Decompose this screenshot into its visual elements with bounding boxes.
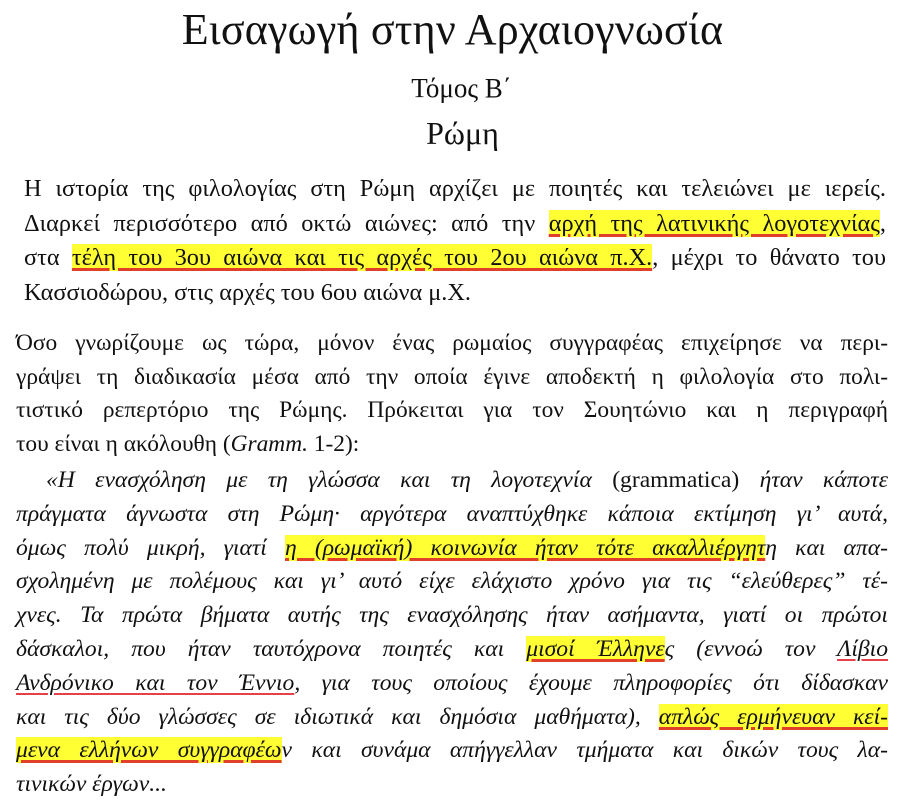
book-title: Εισαγωγή στην Αρχαιογνωσία [181, 5, 724, 54]
highlight-annotation[interactable]: τέλη του 3ου αιώνα και τις αρχές του 2ου αιώνα π.Χ. [71, 244, 653, 271]
suetonius-paragraph [16, 327, 888, 461]
text-line: τινικών έργων... [16, 771, 167, 798]
latin-term: (grammatica) [612, 467, 740, 493]
text-line: πράγματα άγνωστα στη Ρώμη· αργότερα αναπτύχθηκε κάποια εκτίμηση γι’ αυτά, [16, 500, 888, 527]
underline-annotation[interactable]: Ανδρόνικο και τον Έννιο [16, 669, 295, 696]
highlight-annotation[interactable]: απλώς ερμήνευαν κεί- [658, 703, 888, 730]
text-line: χνες. Τα πρώτα βήματα αυτής της ενασχόλησης ήταν ασήμαντα, γιατί οι πρώτοι [16, 602, 888, 629]
intro-paragraph [24, 172, 886, 310]
text-line: Διαρκεί περισσότερο από οκτώ αιώνες: από την αρχή της λατινικής λογοτεχνίας, [24, 209, 886, 237]
highlight-annotation[interactable]: αρχή της λατινικής λογοτεχνίας [548, 209, 880, 237]
text-line: Η ιστορία της φιλολογίας στη Ρώμη αρχίζει με ποιητές και τελειώνει με ιερείς. [24, 175, 886, 202]
text-line: σχολημένη με πολέμους και γι’ αυτό είχε ελάχιστο χρόνο για τις “ελεύθερες” τέ- [16, 568, 888, 595]
highlight-annotation[interactable]: μισοί Έλληνε [526, 635, 665, 662]
section-heading: Ρώμη [426, 115, 499, 151]
highlight-annotation[interactable]: μενα ελλήνων συγγραφέω [16, 737, 282, 764]
citation-reference: Gramm. [230, 430, 308, 457]
text-line: στα τέλη του 3ου αιώνα και τις αρχές του 2ου αιώνα π.Χ., μέχρι το θάνατο του [24, 244, 886, 271]
text-line: και τις δύο γλώσσες σε ιδιωτικά και δημόσια μαθήματα), απλώς ερμήνευαν κεί- [16, 703, 888, 730]
text-line: δάσκαλοι, που ήταν ταυτόχρονα ποιητές και μισοί Έλληνες (εννοώ τον Λίβιο [16, 635, 888, 662]
text-line: Όσο γνωρίζουμε ως τώρα, μόνον ένας ρωμαίος συγγραφέας επιχείρησε να περι- [16, 330, 888, 356]
text-line: «Η ενασχόληση με τη γλώσσα και τη λογοτεχνία (grammatica) ήταν κάποτε [46, 467, 888, 493]
text-line: Ανδρόνικο και τον Έννιο, για τους οποίους έχουμε πληροφορίες ότι δίδασκαν [16, 669, 888, 696]
text-line: όμως πολύ μικρή, γιατί η (ρωμαϊκή) κοινωνία ήταν τότε ακαλλιέργητη και απα- [16, 534, 888, 561]
text-line: του είναι η ακόλουθη (Gramm. 1-2): [16, 430, 360, 457]
quotation-block [16, 464, 888, 802]
text-line: τιστικό ρεπερτόριο της Ρώμης. Πρόκειται για τον Σουητώνιο και η περιγραφή [16, 397, 888, 424]
text-line: μενα ελλήνων συγγραφέων και συνάμα απήγγελλαν τμήματα και δικών τους λα- [16, 737, 888, 764]
text-line: Κασσιοδώρου, στις αρχές του 6ου αιώνα μ.Χ. [24, 278, 471, 306]
text-line: γράψει τη διαδικασία μέσα από την οποία έγινε αποδεκτή η φιλολογία στο πολι- [16, 363, 888, 390]
underline-annotation[interactable]: Λίβιο [837, 635, 888, 662]
highlight-annotation[interactable]: η (ρωμαϊκή) κοινωνία ήταν τότε ακαλλιέργητ [285, 534, 766, 561]
volume-label: Τόμος Β΄ [411, 73, 512, 103]
